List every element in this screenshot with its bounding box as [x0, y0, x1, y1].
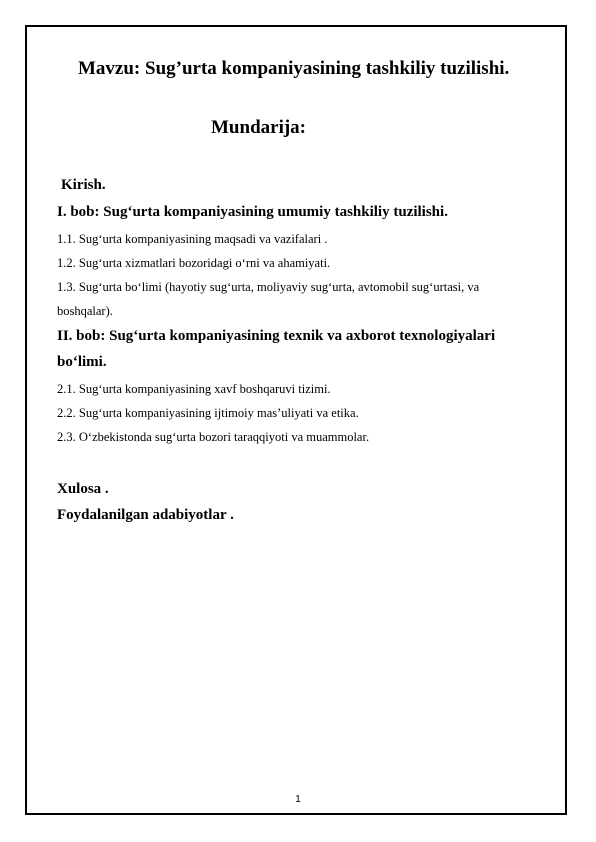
- toc-entry-references: Foydalanilgan adabiyotlar .: [57, 507, 234, 523]
- toc-entry-1-2: 1.2. Sug‘urta xizmatlari bozoridagi o‘rni va ahamiyati.: [57, 256, 331, 270]
- document-title: Mavzu: Sug’urta kompaniyasining tashkiliy tuzilishi.: [78, 58, 510, 79]
- toc-entry-2-1: 2.1. Sug‘urta kompaniyasining xavf boshqaruvi tizimi.: [57, 382, 331, 396]
- toc-entry-chapter-2-continued: bo‘limi.: [57, 354, 107, 370]
- page-number: 1: [295, 794, 301, 805]
- toc-entry-1-3: 1.3. Sug‘urta bo‘limi (hayotiy sug‘urta, moliyaviy sug‘urta, avtomobil sug‘urtasi, va: [57, 280, 480, 294]
- toc-entry-2-2: 2.2. Sug‘urta kompaniyasining ijtimoiy mas’uliyati va etika.: [57, 406, 359, 420]
- toc-heading: Mundarija:: [211, 117, 306, 138]
- toc-entry-2-3: 2.3. O‘zbekistonda sug‘urta bozori taraqqiyoti va muammolar.: [57, 430, 370, 444]
- toc-entry-chapter-1: I. bob: Sug‘urta kompaniyasining umumiy tashkiliy tuzilishi.: [57, 204, 448, 220]
- toc-entry-1-3-continued: boshqalar).: [57, 304, 113, 318]
- toc-entry-1-1: 1.1. Sug‘urta kompaniyasining maqsadi va vazifalari .: [57, 232, 328, 246]
- toc-entry-chapter-2: II. bob: Sug‘urta kompaniyasining texnik va axborot texnologiyalari: [57, 328, 496, 344]
- toc-entry-xulosa: Xulosa .: [57, 481, 109, 497]
- toc-entry-kirish: Kirish.: [61, 177, 106, 193]
